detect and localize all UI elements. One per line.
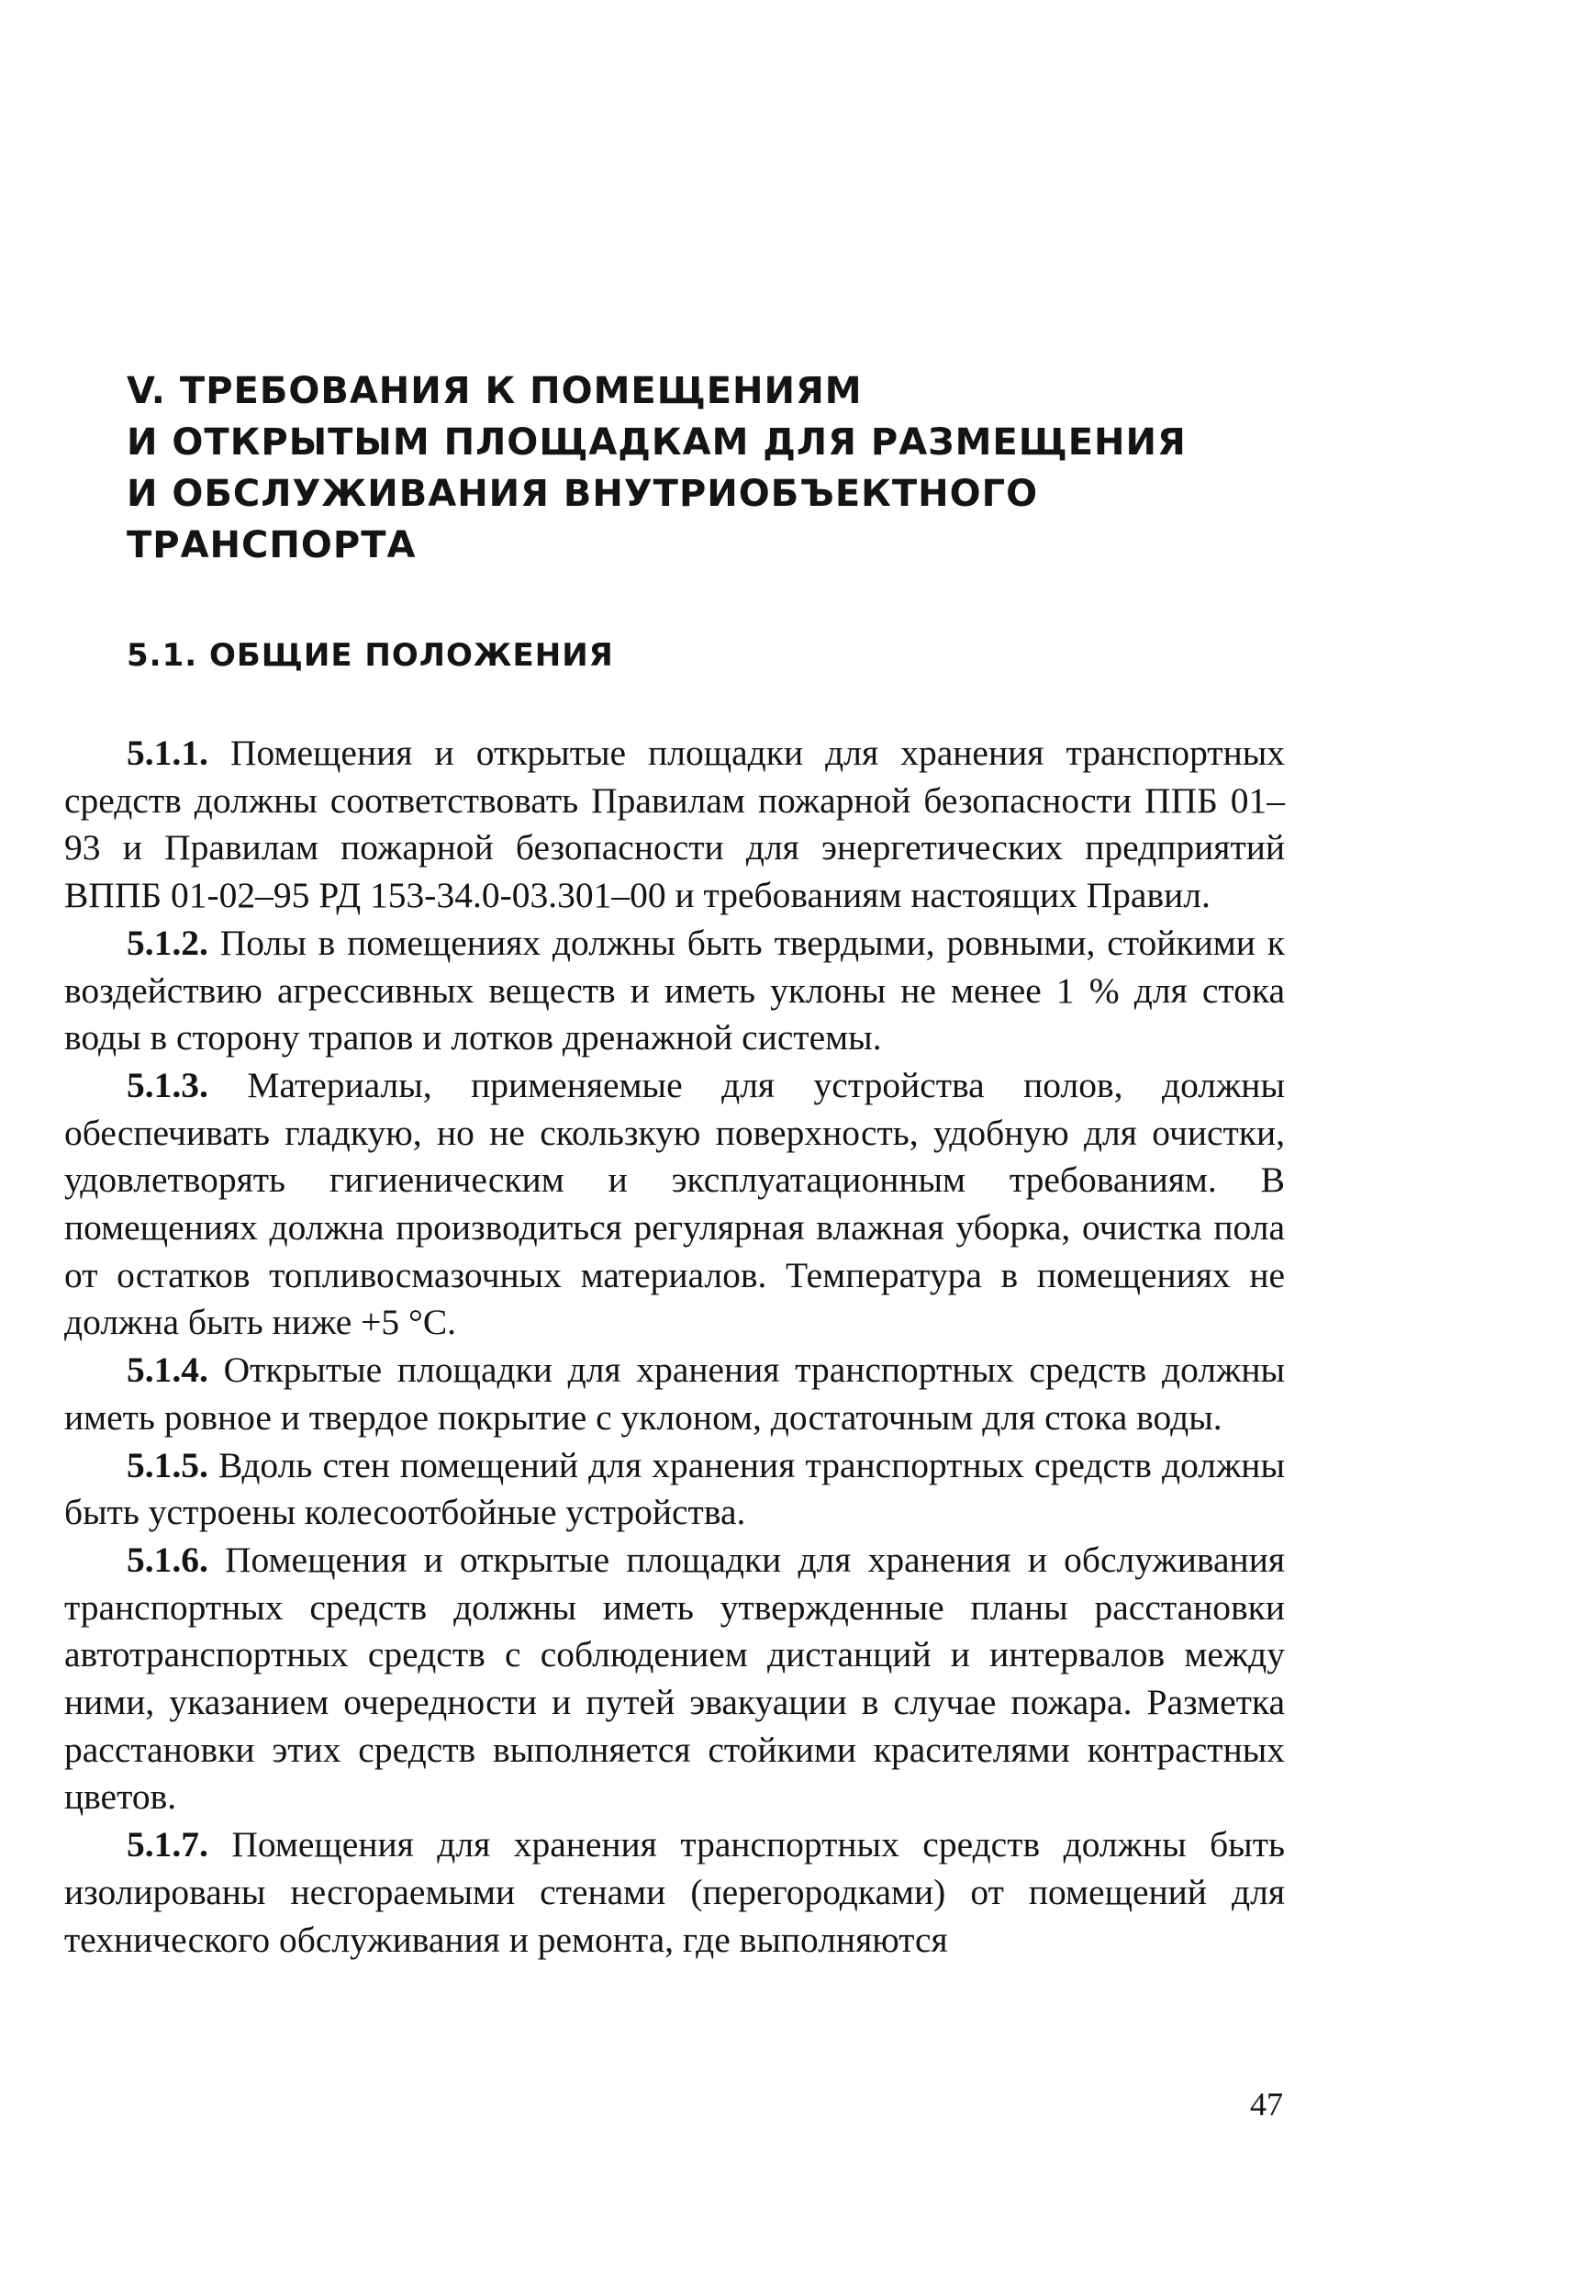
paragraph-5-1-5: [64, 1442, 1285, 1537]
paragraph-5-1-3: [64, 1062, 1285, 1347]
paragraph-5-1-1: [64, 730, 1285, 920]
paragraph-text: Открытые площадки для хранения транспортных средств должны иметь ровное и твердое покрытие с уклоном, достаточным для стока воды.: [64, 1350, 1285, 1438]
paragraph-number: 5.1.7.: [127, 1824, 208, 1865]
paragraph-number: 5.1.6.: [127, 1539, 208, 1580]
chapter-title-line: ТРАНСПОРТА: [127, 524, 417, 566]
paragraph-text: Помещения и открытые площадки для хранения и обслуживания транспортных средств должны иметь утвержденные планы расстановки автотранспортных средств с соблюдением дистанций и интервалов между ними, указанием очередности и путей эвакуации в случае пожара. Разметка расстановки этих средств выполняется стойкими красителями контрастных цветов.: [64, 1539, 1285, 1818]
chapter-title-line: И ОБСЛУЖИВАНИЯ ВНУТРИОБЪЕКТНОГО: [127, 473, 1039, 515]
section-title: 5.1. ОБЩИЕ ПОЛОЖЕНИЯ: [127, 637, 614, 674]
paragraph-5-1-6: [64, 1537, 1285, 1821]
paragraph-number: 5.1.2.: [127, 922, 208, 963]
chapter-title-line: И ОТКРЫТЫМ ПЛОЩАДКАМ ДЛЯ РАЗМЕЩЕНИЯ: [127, 421, 1187, 464]
paragraph-5-1-7: [64, 1821, 1285, 1964]
paragraph-number: 5.1.4.: [127, 1350, 208, 1391]
paragraph-text: Вдоль стен помещений для хранения транспортных средств должны быть устроены колесоотбойные устройства.: [64, 1444, 1285, 1533]
paragraph-number: 5.1.1.: [127, 733, 208, 773]
paragraph-number: 5.1.3.: [127, 1064, 208, 1105]
body-text: [64, 730, 1285, 1964]
paragraph-5-1-4: [64, 1347, 1285, 1441]
paragraph-5-1-2: [64, 920, 1285, 1062]
paragraph-text: Помещения для хранения транспортных средств должны быть изолированы несгораемыми стенами (перегородками) от помещений для технического обслуживания и ремонта, где выполняются: [64, 1824, 1285, 1960]
paragraph-text: Материалы, применяемые для устройства полов, должны обеспечивать гладкую, но не скользкую поверхность, удобную для очистки, удовлетворять гигиеническим и эксплуатационным требованиям. В помещениях должна производиться регулярная влажная уборка, очистка пола от остатков топливосмазочных материалов. Температура в помещениях не должна быть ниже +5 °С.: [64, 1064, 1285, 1343]
paragraph-text: Помещения и открытые площадки для хранения транспортных средств должны соответствовать Правилам пожарной безопасности ППБ 01–93 и Правилам пожарной безопасности для энергетических предприятий ВППБ 01-02–95 РД 153-34.0-03.301–00 и требованиям настоящих Правил.: [64, 733, 1285, 916]
chapter-title-line: V. ТРЕБОВАНИЯ К ПОМЕЩЕНИЯМ: [127, 370, 863, 412]
page-number: 47: [1250, 2086, 1283, 2122]
chapter-title: [127, 365, 1320, 571]
paragraph-number: 5.1.5.: [127, 1444, 208, 1485]
paragraph-text: Полы в помещениях должны быть твердыми, ровными, стойкими к воздействию агрессивных веществ и иметь уклоны не менее 1 % для стока воды в сторону трапов и лотков дренажной системы.: [64, 922, 1285, 1058]
